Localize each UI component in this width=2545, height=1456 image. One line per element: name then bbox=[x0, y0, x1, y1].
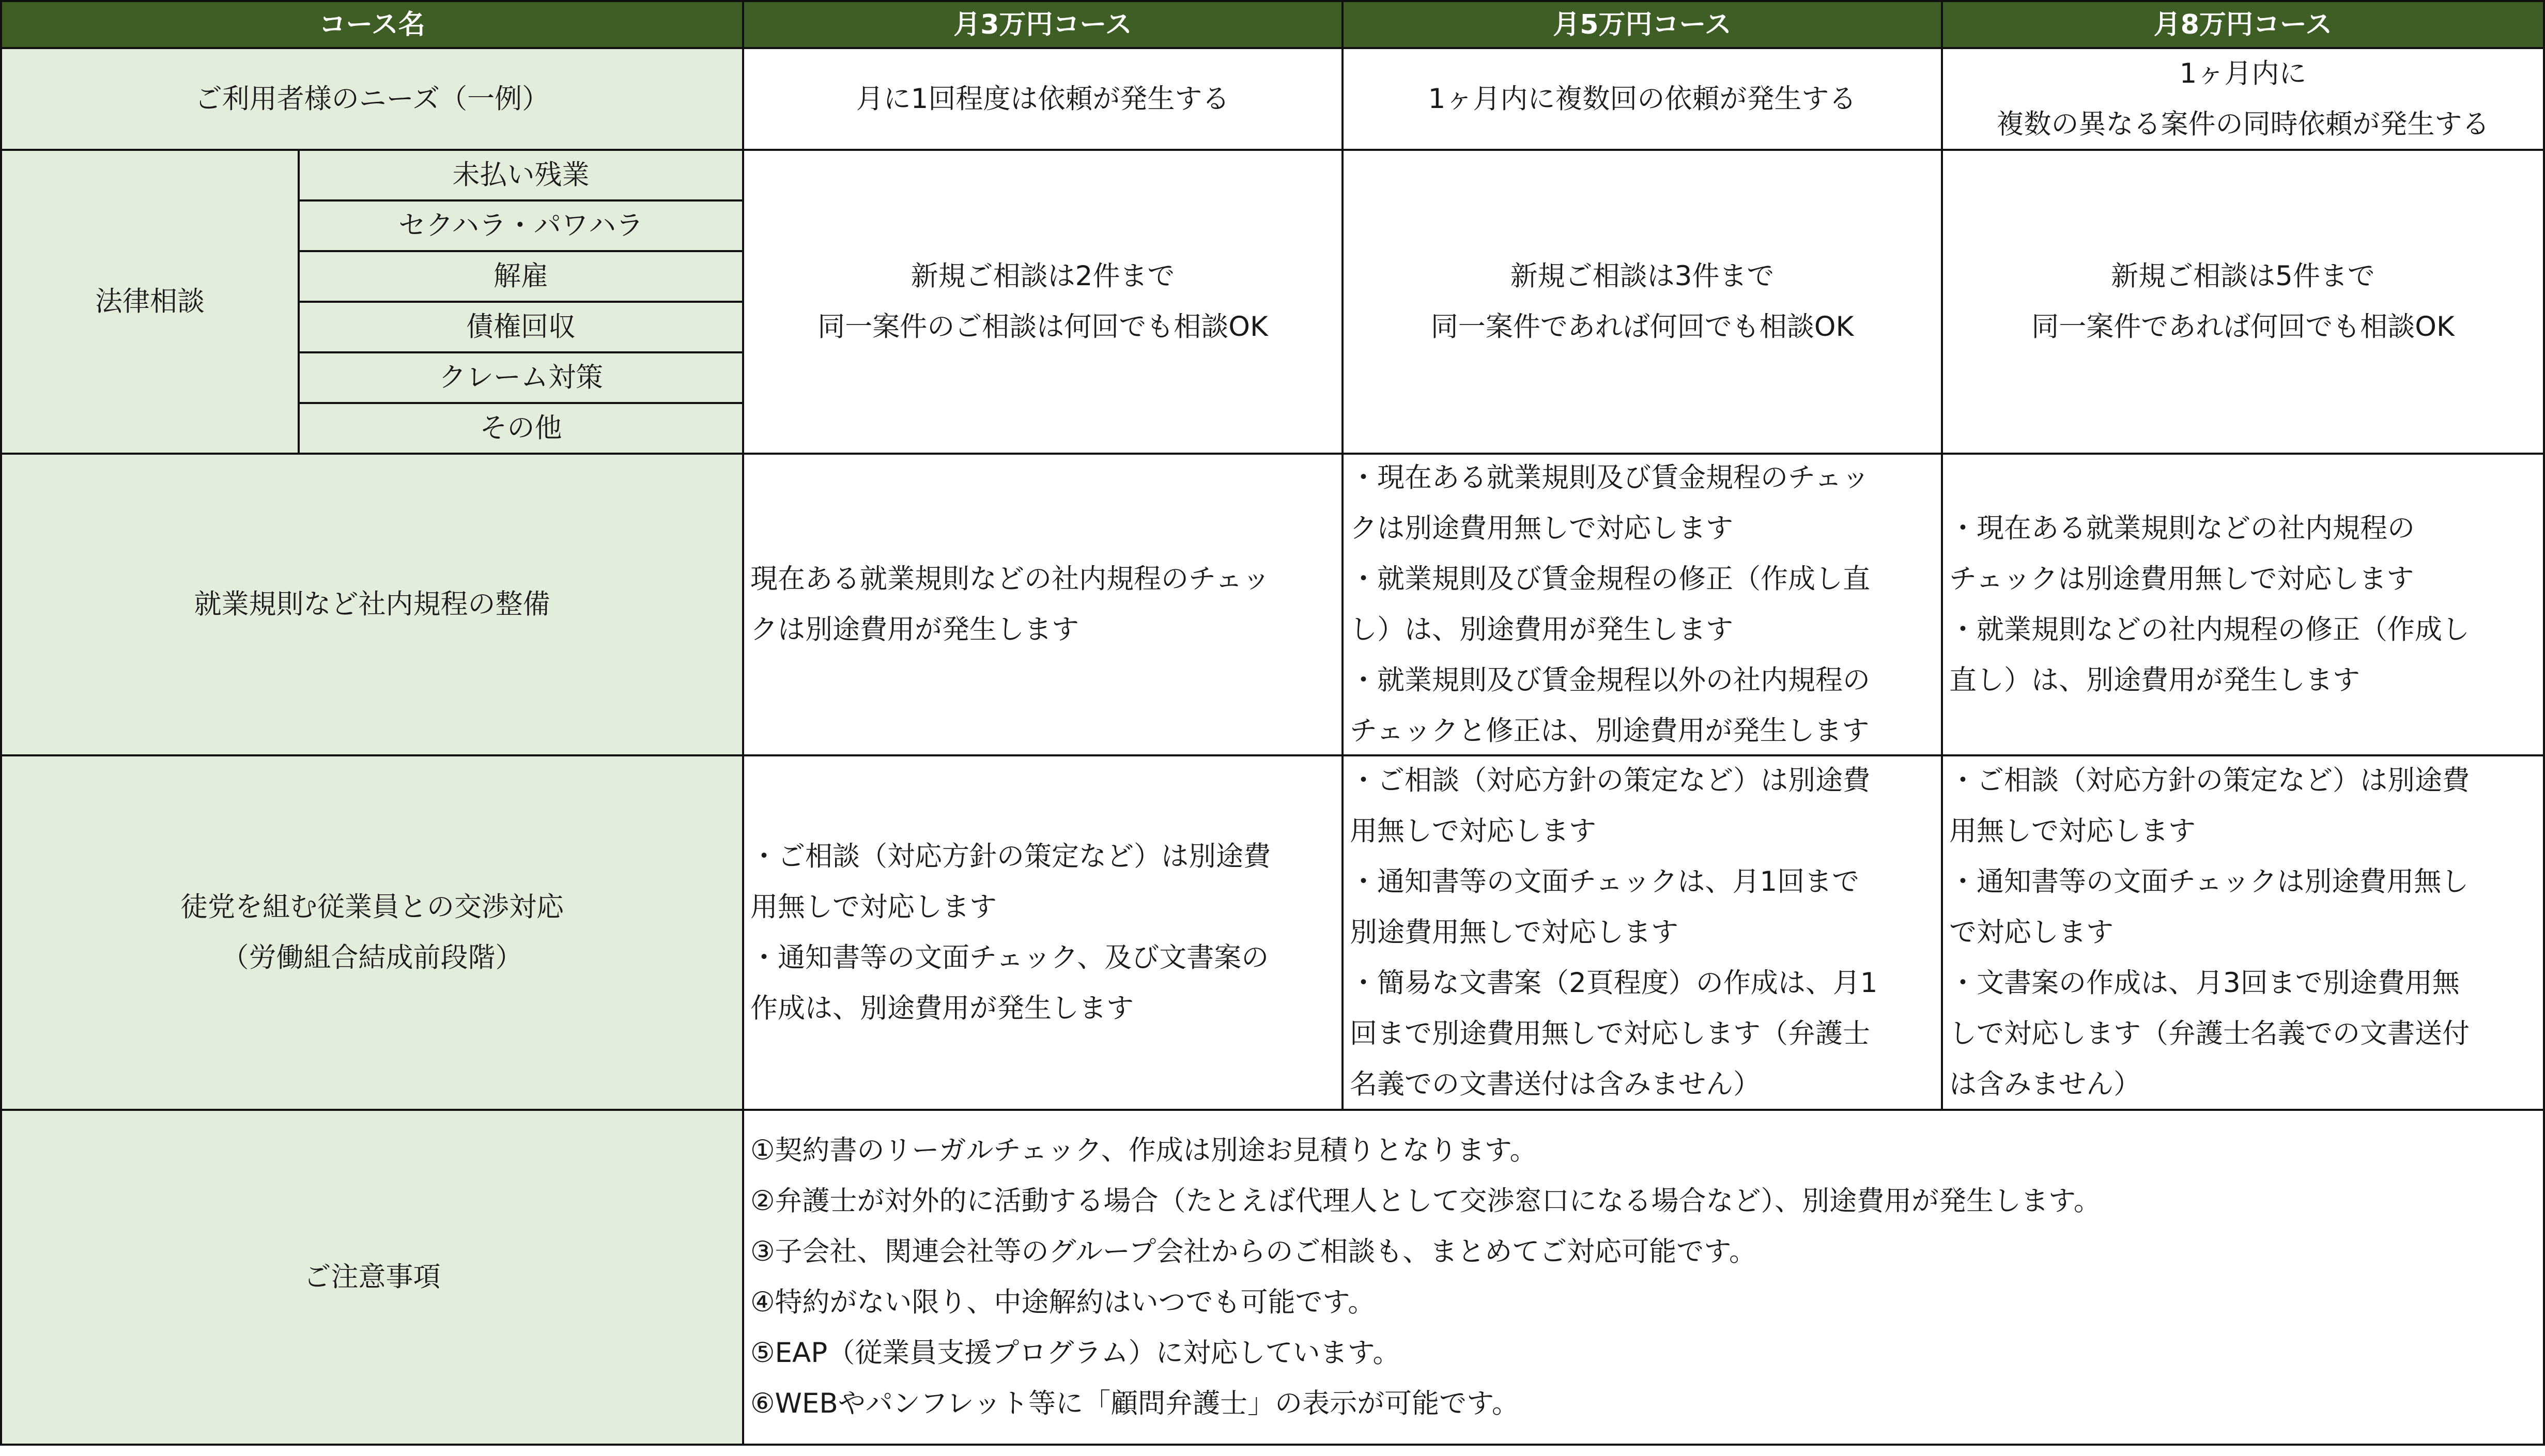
union-plan8-line: しで対応します（弁護士名義での文書送付 bbox=[1949, 1018, 2470, 1049]
header-plan-5man: 月5万円コース bbox=[1344, 0, 1943, 49]
legal-plan3-line: 同一案件のご相談は何回でも相談OK bbox=[818, 311, 1268, 343]
legal-label: 法律相談 bbox=[0, 151, 300, 455]
rules-plan8-line: ・就業規則などの社内規程の修正（作成し bbox=[1949, 614, 2470, 645]
notes-content bbox=[744, 1111, 2545, 1446]
needs-plan3-line: 月に1回程度は依頼が発生する bbox=[856, 83, 1230, 115]
legal-topic-harassment: セクハラ・パワハラ bbox=[300, 202, 744, 252]
legal-topic-debt-collection: 債権回収 bbox=[300, 303, 744, 353]
rules-plan5-line: ・就業規則及び賃金規程の修正（作成し直 bbox=[1350, 563, 1870, 595]
note-item: ①契約書のリーガルチェック、作成は別途お見積りとなります。 bbox=[750, 1135, 1537, 1166]
rules-plan8 bbox=[1943, 455, 2545, 756]
rules-label: 就業規則など社内規程の整備 bbox=[0, 455, 744, 756]
union-plan3-line: 用無しで対応します bbox=[750, 891, 997, 923]
legal-topic-unpaid-overtime: 未払い残業 bbox=[300, 151, 744, 202]
rules-plan8-line: 直し）は、別途費用が発生します bbox=[1949, 664, 2360, 696]
union-label bbox=[0, 756, 744, 1111]
union-plan5-line: 回まで別途費用無しで対応します（弁護士 bbox=[1350, 1018, 1870, 1049]
legal-plan8-line: 同一案件であれば何回でも相談OK bbox=[2031, 311, 2455, 343]
legal-topic-complaint: クレーム対策 bbox=[300, 353, 744, 404]
rules-plan5-line: し）は、別途費用が発生します bbox=[1350, 614, 1733, 645]
needs-plan5 bbox=[1344, 49, 1943, 151]
header-plan-8man: 月8万円コース bbox=[1943, 0, 2545, 49]
rules-plan3-line: 現在ある就業規則などの社内規程のチェッ bbox=[750, 563, 1270, 595]
needs-plan5-line: 1ヶ月内に複数回の依頼が発生する bbox=[1428, 83, 1857, 115]
legal-plan5 bbox=[1344, 151, 1943, 455]
notes-label: ご注意事項 bbox=[0, 1111, 744, 1446]
union-plan5 bbox=[1344, 756, 1943, 1111]
union-plan5-line: 名義での文書送付は含みません） bbox=[1350, 1068, 1761, 1100]
needs-label: ご利用者様のニーズ（一例） bbox=[0, 49, 744, 151]
union-plan8-line: は含みません） bbox=[1949, 1068, 2141, 1100]
union-label-line: 徒党を組む従業員との交渉対応 bbox=[180, 891, 564, 923]
rules-plan5 bbox=[1344, 455, 1943, 756]
union-plan3-line: 作成は、別途費用が発生します bbox=[750, 993, 1134, 1024]
rules-plan5-line: チェックと修正は、別途費用が発生します bbox=[1350, 715, 1870, 747]
union-plan5-line: ・簡易な文書案（2頁程度）の作成は、月1 bbox=[1350, 967, 1878, 999]
union-plan8-line: ・ご相談（対応方針の策定など）は別途費 bbox=[1949, 765, 2470, 796]
note-item: ⑥WEBやパンフレット等に「顧問弁護士」の表示が可能です。 bbox=[750, 1388, 1519, 1419]
note-item: ②弁護士が対外的に活動する場合（たとえば代理人として交渉窓口になる場合など）、別途費用が発生します。 bbox=[750, 1185, 2101, 1217]
header-course-name: コース名 bbox=[0, 0, 744, 49]
union-plan5-line: ・ご相談（対応方針の策定など）は別途費 bbox=[1350, 765, 1870, 796]
union-label-line: （労働組合結成前段階） bbox=[221, 942, 523, 973]
note-item: ⑤EAP（従業員支援プログラム）に対応しています。 bbox=[750, 1337, 1400, 1369]
needs-plan8-line: 複数の異なる案件の同時依頼が発生する bbox=[1996, 108, 2490, 140]
union-plan8-line: 用無しで対応します bbox=[1949, 815, 2196, 847]
union-plan8 bbox=[1943, 756, 2545, 1111]
rules-plan5-line: ・現在ある就業規則及び賃金規程のチェッ bbox=[1350, 462, 1870, 493]
union-plan8-line: で対応します bbox=[1949, 917, 2114, 948]
needs-plan3 bbox=[744, 49, 1344, 151]
legal-plan3 bbox=[744, 151, 1344, 455]
legal-plan5-line: 新規ご相談は3件まで bbox=[1510, 260, 1775, 292]
union-plan3 bbox=[744, 756, 1344, 1111]
union-plan5-line: 用無しで対応します bbox=[1350, 815, 1596, 847]
rules-plan8-line: ・現在ある就業規則などの社内規程の bbox=[1949, 513, 2415, 544]
rules-plan3 bbox=[744, 455, 1344, 756]
union-plan3-line: ・ご相談（対応方針の策定など）は別途費 bbox=[750, 841, 1271, 872]
legal-plan8-line: 新規ご相談は5件まで bbox=[2111, 260, 2375, 292]
legal-topic-other: その他 bbox=[300, 404, 744, 455]
note-item: ③子会社、関連会社等のグループ会社からのご相談も、まとめてご対応可能です。 bbox=[750, 1236, 1757, 1267]
note-item: ④特約がない限り、中途解約はいつでも可能です。 bbox=[750, 1287, 1376, 1318]
needs-plan8 bbox=[1943, 49, 2545, 151]
header-plan-3man: 月3万円コース bbox=[744, 0, 1344, 49]
rules-plan3-line: クは別途費用が発生します bbox=[750, 614, 1079, 645]
legal-topic-dismissal: 解雇 bbox=[300, 252, 744, 303]
union-plan5-line: ・通知書等の文面チェックは、月1回まで bbox=[1350, 866, 1860, 897]
union-plan3-line: ・通知書等の文面チェック、及び文書案の bbox=[750, 942, 1269, 973]
union-plan5-line: 別途費用無しで対応します bbox=[1350, 917, 1678, 948]
legal-plan8 bbox=[1943, 151, 2545, 455]
rules-plan5-line: ・就業規則及び賃金規程以外の社内規程の bbox=[1350, 664, 1870, 696]
rules-plan5-line: クは別途費用無しで対応します bbox=[1350, 513, 1733, 544]
rules-plan8-line: チェックは別途費用無しで対応します bbox=[1949, 563, 2414, 595]
needs-plan8-line: 1ヶ月内に bbox=[2179, 57, 2307, 89]
union-plan8-line: ・文書案の作成は、月3回まで別途費用無 bbox=[1949, 967, 2460, 999]
legal-plan5-line: 同一案件であれば何回でも相談OK bbox=[1430, 311, 1854, 343]
union-plan8-line: ・通知書等の文面チェックは別途費用無し bbox=[1949, 866, 2469, 897]
legal-plan3-line: 新規ご相談は2件まで bbox=[911, 260, 1175, 292]
